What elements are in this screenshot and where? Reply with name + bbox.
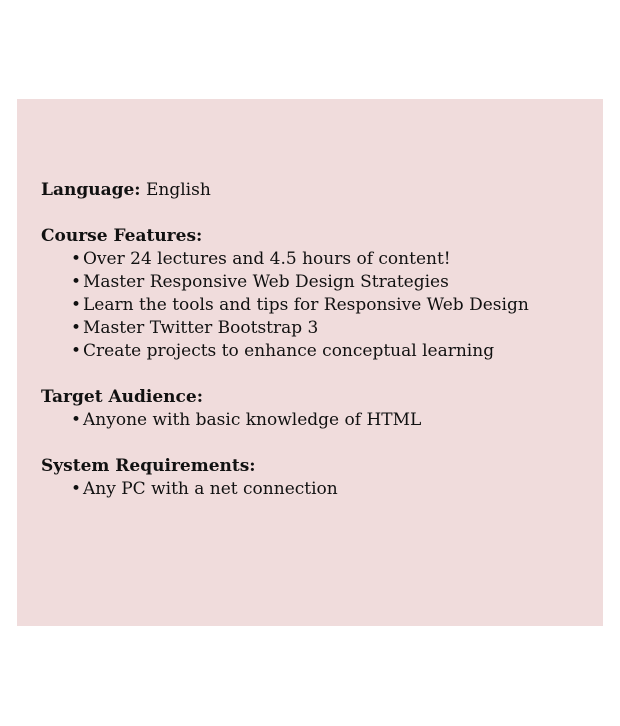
language-line <box>41 179 603 202</box>
list-item: • Learn the tools and tips for Responsive Web Design <box>71 295 529 315</box>
language-label: Language: <box>41 180 141 200</box>
course-features-list <box>41 248 603 363</box>
system-requirements-heading: System Requirements: <box>41 456 256 476</box>
bullet-icon: • <box>71 410 82 430</box>
language-value: English <box>145 180 211 200</box>
list-item: • Any PC with a net connection <box>71 479 338 499</box>
system-requirements-list <box>41 478 603 501</box>
list-item: • Anyone with basic knowledge of HTML <box>71 410 422 430</box>
bullet-icon: • <box>71 318 82 338</box>
bullet-icon: • <box>71 272 82 292</box>
list-item: • Master Responsive Web Design Strategies <box>71 272 449 292</box>
course-info-card <box>17 99 603 626</box>
target-audience-section <box>41 386 603 432</box>
target-audience-list <box>41 409 603 432</box>
list-item: • Over 24 lectures and 4.5 hours of content! <box>71 249 451 269</box>
course-features-section <box>41 225 603 363</box>
bullet-icon: • <box>71 295 82 315</box>
language-section <box>41 179 603 202</box>
list-item: • Create projects to enhance conceptual learning <box>71 341 495 361</box>
bullet-icon: • <box>71 249 82 269</box>
system-requirements-section <box>41 455 603 501</box>
target-audience-heading: Target Audience: <box>41 387 203 407</box>
bullet-icon: • <box>71 479 82 499</box>
list-item: • Master Twitter Bootstrap 3 <box>71 318 319 338</box>
course-features-heading: Course Features: <box>41 226 203 246</box>
bullet-icon: • <box>71 341 82 361</box>
